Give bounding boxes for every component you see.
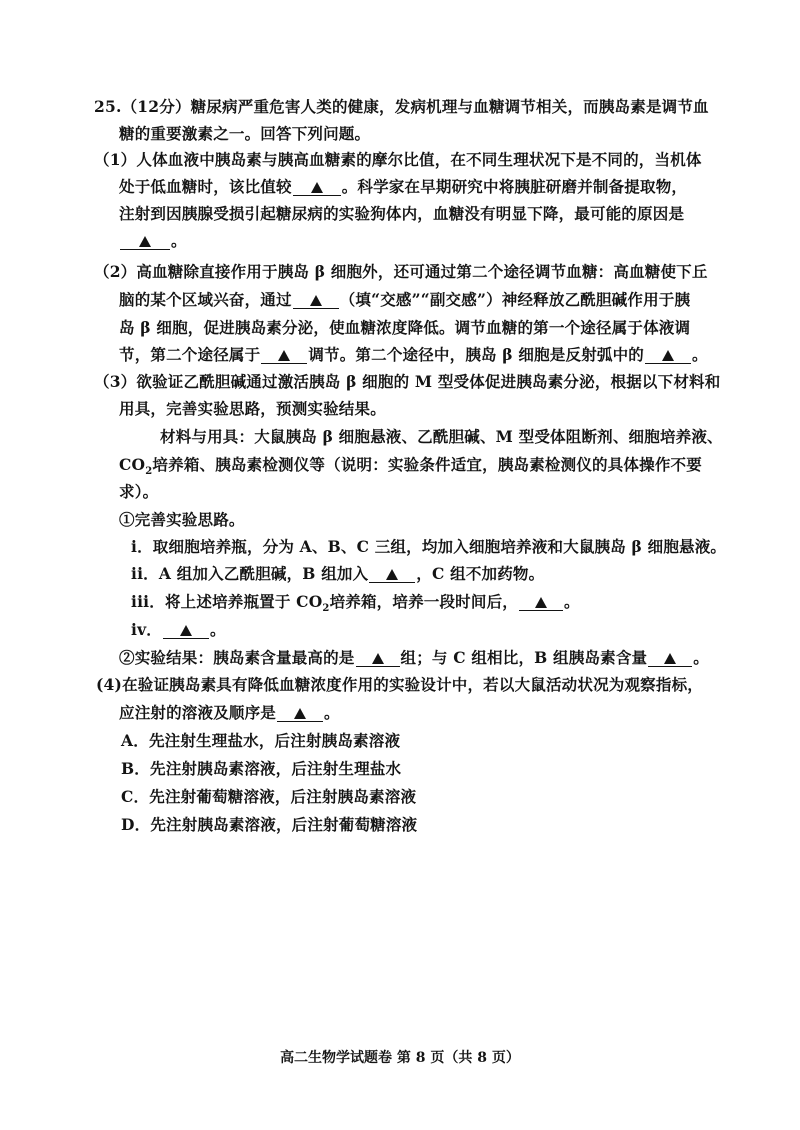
part2-label: （2）	[94, 262, 137, 281]
step-iv	[131, 620, 226, 640]
part2-line1-text: 高血糖除直接作用于胰岛 β 细胞外，还可通过第二个途径调节血糖：高血糖使下丘	[136, 262, 708, 281]
triangle-icon	[311, 182, 323, 193]
part4-line1	[96, 675, 703, 695]
answer-blank-11[interactable]	[277, 705, 323, 722]
triangle-icon	[278, 350, 290, 361]
materials-line2-text: 培养箱、胰岛素检测仪等（说明：实验条件适宜，胰岛素检测仪的具体操作不要	[152, 455, 702, 474]
part2-line3: 岛 β 细胞，促进胰岛素分泌，使血糖浓度降低。调节血糖的第一个途径属于体液调	[119, 318, 691, 337]
step-iii-text-c: 。	[563, 592, 580, 611]
part2-line2-text-a: 脑的某个区域兴奋，通过	[119, 290, 292, 309]
part1-line2	[119, 177, 687, 197]
triangle-icon	[294, 708, 306, 719]
triangle-icon	[310, 295, 322, 306]
triangle-icon	[662, 350, 674, 361]
question-score: （12分）	[121, 97, 191, 116]
step-ii	[131, 564, 544, 584]
part1-line1	[94, 150, 702, 170]
triangle-icon	[372, 653, 384, 664]
option-d[interactable]	[121, 815, 417, 835]
part1-label: （1）	[94, 150, 137, 169]
part2-line4-text-b: 调节。第二个途径中，胰岛 β 细胞是反射弧中的	[308, 345, 644, 364]
part2-line4-text-c: 。	[692, 345, 708, 364]
answer-blank-3[interactable]	[293, 292, 339, 309]
page-footer: 高二生物学试题卷 第 8 页（共 8 页）	[280, 1050, 520, 1066]
part4-line2	[119, 703, 340, 723]
answer-blank-10[interactable]	[648, 650, 692, 667]
option-letter: A．	[121, 731, 149, 750]
question-intro-line2: 糖的重要激素之一。回答下列问题。	[119, 124, 371, 143]
option-c[interactable]	[121, 787, 416, 807]
answer-blank-5[interactable]	[645, 347, 691, 364]
result-text-a: ②实验结果：胰岛素含量最高的是	[119, 648, 355, 667]
part3-line1-text: 欲验证乙酰胆碱通过激活胰岛 β 细胞的 M 型受体促进胰岛素分泌，根据以下材料和	[136, 372, 721, 391]
option-letter: B．	[121, 759, 151, 778]
option-text: 先注射胰岛素溶液，后注射生理盐水	[150, 759, 402, 778]
triangle-icon	[180, 625, 192, 636]
answer-blank-2[interactable]	[120, 233, 170, 250]
part4-line2-text-a: 应注射的溶液及顺序是	[119, 703, 277, 722]
triangle-icon	[386, 569, 398, 580]
part1-line3: 注射到因胰腺受损引起糖尿病的实验狗体内，血糖没有明显下降，最可能的原因是	[119, 204, 685, 223]
part1-line2-text-a: 处于低血糖时，该比值较	[119, 177, 292, 196]
option-text: 先注射生理盐水，后注射胰岛素溶液	[148, 731, 401, 750]
answer-blank-7[interactable]	[519, 594, 563, 611]
part2-line4	[119, 345, 708, 365]
part3-line2: 用具，完善实验思路，预测实验结果。	[119, 399, 386, 418]
result-line	[119, 648, 709, 668]
part4-line1-text: 在验证胰岛素具有降低血糖浓度作用的实验设计中，若以大鼠活动状况为观察指标，	[122, 675, 703, 694]
answer-blank-4[interactable]	[261, 347, 307, 364]
sub1-title: ①完善实验思路。	[119, 510, 245, 529]
answer-blank-8[interactable]	[163, 622, 209, 639]
triangle-icon	[139, 236, 151, 247]
part2-line2	[119, 290, 690, 310]
materials-line1: 材料与用具：大鼠胰岛 β 细胞悬液、乙酰胆碱、M 型受体阻断剂、细胞培养液、	[160, 427, 723, 446]
question-intro-line1: 糖尿病严重危害人类的健康，发病机理与血糖调节相关，而胰岛素是调节血	[190, 97, 709, 116]
part3-line1	[94, 372, 720, 392]
co2-subscript: 2	[145, 466, 153, 478]
option-text: 先注射胰岛素溶液，后注射葡萄糖溶液	[150, 815, 418, 834]
part2-line1	[94, 262, 708, 282]
question-header	[94, 97, 709, 117]
part1-line2-text-b: 。科学家在早期研究中将胰脏研磨并制备提取物，	[341, 177, 688, 196]
step-iii-text-b: 培养箱，培养一段时间后，	[329, 592, 518, 611]
part4-label: (4)	[96, 675, 123, 694]
co2-subscript: 2	[322, 603, 330, 615]
option-b[interactable]	[121, 759, 401, 779]
co2-label: CO	[119, 455, 146, 474]
triangle-icon	[664, 653, 676, 664]
answer-blank-9[interactable]	[356, 650, 400, 667]
result-text-b: 组；与 C 组相比，B 组胰岛素含量	[400, 648, 648, 667]
option-text: 先注射葡萄糖溶液，后注射胰岛素溶液	[149, 787, 417, 806]
result-text-c: 。	[693, 648, 709, 667]
part4-line2-text-b: 。	[324, 703, 340, 722]
triangle-icon	[535, 597, 547, 608]
option-letter: D．	[121, 815, 151, 834]
materials-line3: 求）。	[119, 482, 159, 501]
step-iv-text-a: iv．	[131, 620, 162, 639]
step-ii-text-b: ，C 组不加药物。	[416, 564, 545, 583]
step-iii-text-a: iii．将上述培养瓶置于 CO	[131, 592, 323, 611]
part1-line4-text: 。	[171, 231, 187, 250]
option-letter: C．	[121, 787, 150, 806]
step-ii-text-a: ii．A 组加入乙酰胆碱，B 组加入	[131, 564, 369, 583]
step-iv-text-b: 。	[210, 620, 226, 639]
part1-line4	[119, 231, 187, 251]
step-iii	[131, 592, 580, 619]
part3-label: （3）	[94, 372, 137, 391]
part2-line2-text-b: （填“交感”“副交感”）神经释放乙酰胆碱作用于胰	[339, 290, 691, 309]
materials-line2	[119, 455, 702, 482]
question-number: 25.	[94, 97, 122, 116]
answer-blank-1[interactable]	[293, 179, 341, 196]
option-a[interactable]	[121, 731, 400, 751]
step-i: i．取细胞培养瓶，分为 A、B、C 三组，均加入细胞培养液和大鼠胰岛 β 细胞悬液。	[131, 537, 727, 556]
part1-line1-text: 人体血液中胰岛素与胰高血糖素的摩尔比值，在不同生理状况下是不同的，当机体	[136, 150, 702, 169]
answer-blank-6[interactable]	[369, 566, 415, 583]
part2-line4-text-a: 节，第二个途径属于	[119, 345, 261, 364]
